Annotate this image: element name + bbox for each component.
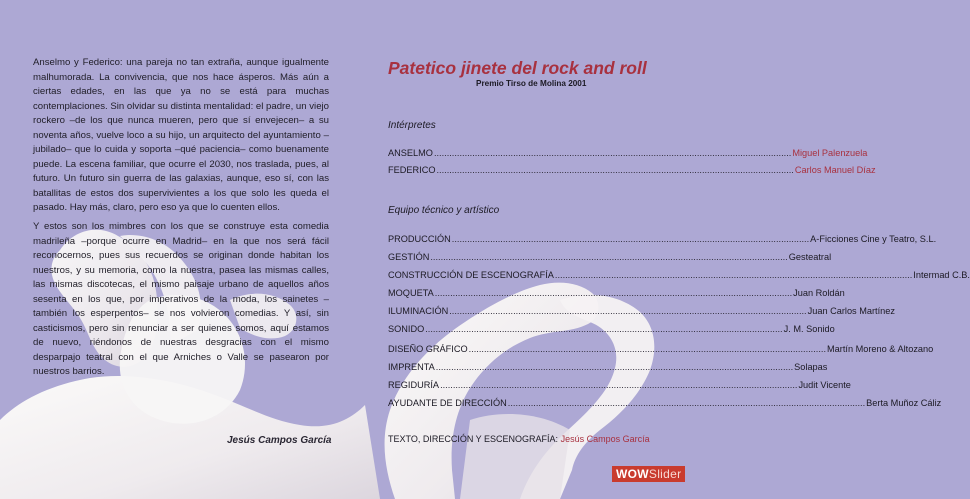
crew-name: Berta Muñoz Cáliz [866, 398, 942, 408]
crew-role: MOQUETA [388, 288, 434, 298]
crew-row [388, 362, 828, 375]
crew-role: CONSTRUCCIÓN DE ESCENOGRAFÍA [388, 270, 554, 280]
crew-role: IMPRENTA [388, 362, 435, 372]
leader-dots: ............................................................................................................................................ [435, 362, 794, 372]
performer-name: Miguel Palenzuela [792, 148, 868, 158]
crew-name: Juan Roldán [793, 288, 845, 298]
intro-paragraph-1: Anselmo y Federico: una pareja no tan extraña, aunque igualmente malhumorada. La convivencia, que nos hace ásperos. Más aún a ciertas edades, en las que ya no se está para muchas contemplaciones. Sin olvidar su distinta mentalidad: el padre, un viejo rockero –de los que nunca mueren, pero que sí envejecen– a su noventa años, vuelve loco a su hijo, un arquitecto del ayuntamiento –jubilado– que lo cuida y soporta –qué paciencia– como buenamente puede. La escena familiar, que ocurre el 2030, nos traslada, pues, al futuro. Un futuro sin guerra de las galaxias, aunque, eso sí, con las batallitas de estos dos supervivientes a los que solo les queda el pasado. Hay más, claro, pero eso ya que lo cuenten ellos. [33, 57, 329, 214]
crew-role: PRODUCCIÓN [388, 234, 451, 244]
leader-dots: ............................................................................................................................................ [440, 380, 798, 390]
crew-row [388, 252, 832, 265]
crew-row [388, 270, 970, 283]
writer-director-name: Jesús Campos García [560, 434, 650, 444]
writer-director-role: TEXTO, DIRECCIÓN Y ESCENOGRAFÍA: [388, 434, 559, 444]
crew-role: GESTIÓN [388, 252, 430, 262]
performer-row [388, 148, 868, 161]
leader-dots: ............................................................................................................................................ [449, 306, 807, 316]
performer-role: ANSELMO [388, 148, 433, 158]
leader-dots: ............................................................................................................................................ [451, 234, 810, 244]
leader-dots: ............................................................................................................................................ [436, 165, 794, 175]
crew-row [388, 288, 845, 301]
performers-heading: Intérpretes [388, 120, 436, 131]
crew-role: REGIDURÍA [388, 380, 440, 390]
crew-row [388, 234, 937, 247]
crew-role: SONIDO [388, 324, 425, 334]
crew-name: Martín Moreno & Altozano [827, 344, 934, 354]
slider-badge[interactable] [612, 466, 685, 482]
crew-row [388, 344, 934, 357]
crew-heading: Equipo técnico y artístico [388, 205, 500, 216]
crew-name: Intermad C.B. [913, 270, 970, 280]
badge-text-a: WOW [616, 467, 649, 481]
crew-row [388, 306, 895, 319]
statue-shadow [460, 414, 570, 499]
leader-dots: ............................................................................................................................................ [554, 270, 913, 280]
performer-role: FEDERICO [388, 165, 436, 175]
performer-name: Carlos Manuel Díaz [794, 165, 876, 175]
leader-dots: ............................................................................................................................................ [434, 288, 793, 298]
award-subtitle: Premio Tirso de Molina 2001 [476, 79, 587, 88]
crew-role: AYUDANTE DE DIRECCIÓN [388, 398, 507, 408]
crew-name: Solapas [794, 362, 828, 372]
crew-name: Juan Carlos Martínez [807, 306, 895, 316]
leader-dots: ............................................................................................................................................ [433, 148, 792, 158]
writer-director-credit [388, 434, 678, 444]
badge-text-b: Slider [648, 467, 682, 481]
crew-row [388, 324, 835, 337]
performer-row [388, 165, 876, 178]
crew-name: Judit Vicente [798, 380, 851, 390]
crew-role: ILUMINACIÓN [388, 306, 449, 316]
play-title: Patetico jinete del rock and roll [388, 58, 647, 78]
leader-dots: ............................................................................................................................................ [430, 252, 788, 262]
intro-paragraph-2: Y estos son los mimbres con los que se construye esta comedia madrileña –porque ocurre en Madrid– en la que nos será fácil reconocernos, pues sus recuerdos se originan donde habitan los nuestros, y su memoria, como la nuestra, pasea las mismas calles, las mismas discotecas, el mismo paisaje urbano de aquellos años sesenta en los que, por imperativos de la moda, los sainetes –también los esperpentos– se nos volvieron comedias. Y así, sin casticismos, pero sin renunciar a ser quienes somos, aquí estamos de nuevo, riéndonos de nuestras desgracias con el mismo desparpajo teatral con el que Arniches o Valle se pasearon por nuestros barrios. [33, 221, 329, 378]
author-signature: Jesús Campos García [227, 435, 332, 446]
leader-dots: ............................................................................................................................................ [468, 344, 827, 354]
crew-role: DISEÑO GRÁFICO [388, 344, 468, 354]
crew-name: J. M. Sonido [783, 324, 835, 334]
crew-row [388, 398, 942, 411]
leader-dots: ............................................................................................................................................ [425, 324, 783, 334]
crew-row [388, 380, 851, 393]
leader-dots: ............................................................................................................................................ [507, 398, 866, 408]
crew-name: Gesteatral [788, 252, 832, 262]
crew-name: A-Ficciones Cine y Teatro, S.L. [810, 234, 937, 244]
left-column [33, 56, 329, 384]
